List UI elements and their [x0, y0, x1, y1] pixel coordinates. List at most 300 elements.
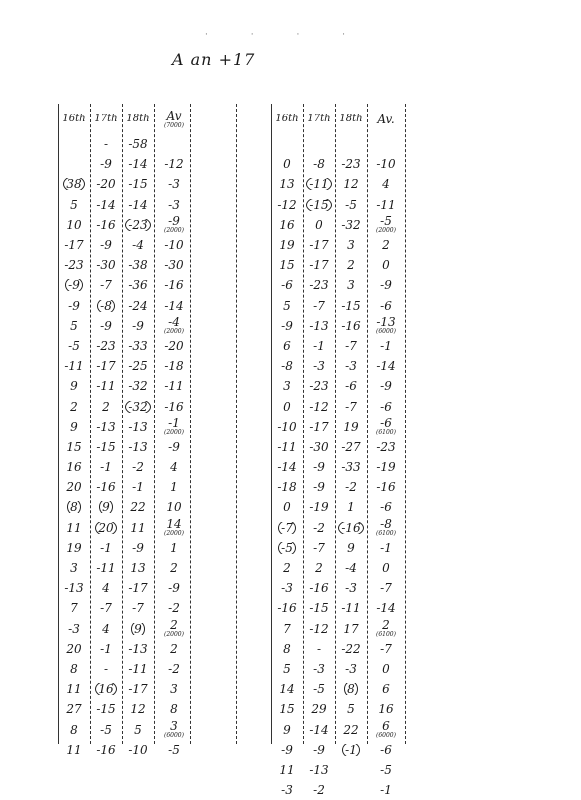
column-header [90, 114, 122, 124]
table-cell: -16 [277, 602, 297, 615]
table-row [58, 336, 194, 356]
table-cell: 6 (6000) [367, 720, 405, 739]
left-table-rule [58, 104, 59, 744]
table-cell: -9 [380, 380, 392, 393]
table-row [58, 497, 194, 517]
table-row [271, 195, 405, 215]
left-col-divider [190, 104, 191, 744]
table-cell: -1 [380, 784, 392, 797]
table-cell: -12 [309, 622, 329, 635]
table-cell: -1 (2000) [154, 417, 194, 436]
table-row [271, 699, 405, 719]
table-cell: -13 [64, 582, 84, 595]
table-cell: -13 [309, 763, 329, 776]
table-cell: -3 [345, 360, 357, 373]
table-cell: 5 [70, 319, 78, 332]
table-cell: -17 [309, 259, 329, 272]
table-cell: -6 (6100) [367, 417, 405, 436]
table-cell: 2 (6100) [367, 619, 405, 638]
circled-value: 8 [344, 683, 358, 695]
table-cell: -14 [277, 461, 297, 474]
table-cell: 7 [283, 622, 291, 635]
table-row [271, 639, 405, 659]
table-row [271, 477, 405, 497]
table-cell: -8 [281, 360, 293, 373]
table-cell: -19 [376, 461, 396, 474]
table-cell: -5 [313, 683, 325, 696]
table-cell [271, 542, 303, 554]
table-cell: 11 [66, 743, 82, 756]
table-cell [122, 219, 154, 231]
right-col-divider [335, 104, 336, 744]
table-cell: 2 [283, 562, 291, 575]
table-cell: -36 [128, 279, 148, 292]
table-cell: -9 [68, 299, 80, 312]
table-row [58, 195, 194, 215]
table-row [271, 719, 405, 739]
table-cell: 16 [279, 218, 295, 231]
table-cell [271, 522, 303, 534]
table-row [58, 296, 194, 316]
column-header-label: Av. [377, 113, 395, 125]
table-cell: 29 [311, 703, 327, 716]
row-subnote: (2000) [164, 227, 184, 235]
table-cell: 0 [382, 259, 390, 272]
circled-value: -11 [306, 178, 331, 190]
table-cell: -14 [96, 198, 116, 211]
table-cell: 15 [279, 703, 295, 716]
table-row [58, 396, 194, 416]
table-cell [335, 683, 367, 695]
table-cell: -9 [168, 582, 180, 595]
table-cell: -13 [128, 420, 148, 433]
table-cell [335, 744, 367, 756]
table-cell: -2 [345, 481, 357, 494]
table-cell: -15 [341, 299, 361, 312]
table-cell: -23 [309, 279, 329, 292]
table-cell: -9 [168, 440, 180, 453]
table-cell: -11 [277, 440, 297, 453]
circled-value: -16 [338, 522, 363, 534]
table-cell: -11 [164, 380, 184, 393]
column-header [154, 110, 194, 129]
table-cell: -22 [341, 642, 361, 655]
table-cell: 5 [283, 299, 291, 312]
table-cell: -33 [128, 339, 148, 352]
table-row [271, 679, 405, 699]
table-cell: 3 (6000) [154, 720, 194, 739]
table-cell: 9 [283, 723, 291, 736]
table-cell: 20 [66, 642, 82, 655]
table-cell: -6 [281, 279, 293, 292]
table-cell: -9 (2000) [154, 215, 194, 234]
left-col-divider [90, 104, 91, 744]
table-cell: 2 [315, 562, 323, 575]
left-col-divider [154, 104, 155, 744]
table-row [58, 437, 194, 457]
column-header [367, 113, 405, 125]
row-subnote: (2000) [164, 328, 184, 336]
table-row [58, 457, 194, 477]
table-cell: -6 [380, 743, 392, 756]
table-cell: -20 [96, 178, 116, 191]
header-row [271, 104, 405, 134]
table-cell: -11 [64, 360, 84, 373]
table-cell: -5 [68, 339, 80, 352]
table-cell: -5 [345, 198, 357, 211]
table-cell: 5 [347, 703, 355, 716]
table-cell: 3 [347, 239, 355, 252]
table-cell: -18 [164, 360, 184, 373]
table-row [271, 598, 405, 618]
right-col-divider [303, 104, 304, 744]
table-cell: -17 [96, 360, 116, 373]
table-cell: -1 [380, 339, 392, 352]
table-cell: - [316, 642, 322, 655]
table-cell: -14 [128, 198, 148, 211]
table-cell: -10 [376, 158, 396, 171]
table-cell: 8 [283, 642, 291, 655]
table-cell: -9 [281, 743, 293, 756]
table-row [58, 356, 194, 376]
table-cell: 4 [102, 582, 110, 595]
table-cell: 9 [347, 541, 355, 554]
circled-value: -9 [65, 279, 83, 291]
table-row [58, 518, 194, 538]
circled-value: 9 [131, 623, 145, 635]
table-cell: -5 (2000) [367, 215, 405, 234]
circled-value: 38 [63, 178, 84, 190]
table-cell: -7 [380, 582, 392, 595]
table-cell: -3 [68, 622, 80, 635]
table-cell: -11 [341, 602, 361, 615]
table-row [58, 659, 194, 679]
table-cell: -32 [341, 218, 361, 231]
table-cell [122, 401, 154, 413]
table-cell: -9 [100, 319, 112, 332]
table-cell: -17 [309, 420, 329, 433]
circled-value: 9 [99, 501, 113, 513]
table-cell: 0 [382, 662, 390, 675]
table-cell: -30 [96, 259, 116, 272]
table-cell: -2 [313, 521, 325, 534]
table-cell: -24 [128, 299, 148, 312]
table-cell: -17 [128, 683, 148, 696]
table-cell: -7 [100, 602, 112, 615]
table-cell: -23 [96, 339, 116, 352]
table-cell: -12 [164, 158, 184, 171]
table-cell: -16 [376, 481, 396, 494]
table-cell: -7 [345, 400, 357, 413]
table-cell: -1 [100, 541, 112, 554]
circled-value: -5 [278, 542, 296, 554]
table-cell: 14 [279, 683, 295, 696]
table-cell: -9 [132, 319, 144, 332]
table-row [58, 376, 194, 396]
table-cell: -14 [376, 602, 396, 615]
table-cell [58, 279, 90, 291]
table-cell: -13 [128, 642, 148, 655]
column-header [58, 114, 90, 124]
circled-value: -7 [278, 522, 296, 534]
table-cell [303, 199, 335, 211]
table-cell: -13 [128, 440, 148, 453]
table-cell: 8 [170, 703, 178, 716]
table-row [58, 134, 194, 154]
table-row [271, 619, 405, 639]
table-row [271, 538, 405, 558]
table-cell: -1 [100, 642, 112, 655]
column-header [303, 114, 335, 124]
table-row [271, 356, 405, 376]
table-cell: -23 [376, 440, 396, 453]
table-cell: -2 [168, 662, 180, 675]
table-cell: -7 [313, 299, 325, 312]
table-row [271, 396, 405, 416]
circled-value: 20 [95, 522, 116, 534]
table-row [271, 457, 405, 477]
table-cell: -3 [168, 178, 180, 191]
table-cell: -3 [345, 582, 357, 595]
table-cell [90, 300, 122, 312]
table-row [58, 740, 194, 760]
circled-value: -32 [125, 401, 150, 413]
table-row [58, 699, 194, 719]
table-cell: 13 [279, 178, 295, 191]
table-cell: -58 [128, 138, 148, 151]
row-subnote: (2000) [376, 227, 396, 235]
table-row [58, 578, 194, 598]
left-col-divider [122, 104, 123, 744]
table-cell [122, 623, 154, 635]
row-subnote: (2000) [164, 631, 184, 639]
table-cell: -20 [164, 339, 184, 352]
table-row [58, 538, 194, 558]
table-cell: -33 [341, 461, 361, 474]
table-cell: -5 [100, 723, 112, 736]
table-row [271, 437, 405, 457]
table-cell: -9 [281, 319, 293, 332]
table-cell: -4 [345, 562, 357, 575]
table-cell: -9 [313, 461, 325, 474]
table-cell: 11 [130, 521, 146, 534]
table-cell: 14 (2000) [154, 518, 194, 537]
table-cell: -6 [380, 400, 392, 413]
left-data-table [58, 104, 194, 760]
table-cell: -30 [164, 259, 184, 272]
table-row [58, 477, 194, 497]
page-title: A an +17 [172, 50, 256, 69]
row-subnote: (6100) [376, 530, 396, 538]
table-cell: -13 (6000) [367, 316, 405, 335]
table-cell: -23 [341, 158, 361, 171]
table-cell: -1 [313, 339, 325, 352]
table-row [58, 255, 194, 275]
table-cell: 5 [70, 198, 78, 211]
table-cell: -12 [309, 400, 329, 413]
scan-specks: · · · · [205, 30, 366, 40]
table-row [58, 417, 194, 437]
circled-value: 16 [95, 683, 116, 695]
table-cell: 5 [283, 662, 291, 675]
table-row [271, 518, 405, 538]
table-cell: -9 [132, 541, 144, 554]
circled-value: -8 [97, 300, 115, 312]
table-cell: -9 [313, 481, 325, 494]
table-row [271, 558, 405, 578]
table-row [271, 578, 405, 598]
table-cell [90, 522, 122, 534]
column-header-label: 18th [339, 114, 363, 124]
table-cell: 15 [279, 259, 295, 272]
column-header-label: 18th [126, 114, 150, 124]
right-data-table [271, 104, 405, 800]
right-col-divider [367, 104, 368, 744]
table-cell [58, 178, 90, 190]
table-cell: -1 [380, 541, 392, 554]
table-cell: 27 [66, 703, 82, 716]
table-cell: 3 [283, 380, 291, 393]
header-subnote: (7000) [164, 121, 184, 129]
table-cell: 17 [343, 622, 359, 635]
table-cell: 10 [166, 501, 182, 514]
table-cell: -4 (2000) [154, 316, 194, 335]
table-cell: -17 [64, 239, 84, 252]
table-cell: 10 [66, 218, 82, 231]
table-cell: 22 [130, 501, 146, 514]
table-cell: -17 [128, 582, 148, 595]
column-header-label: Av [166, 109, 182, 123]
table-cell: 0 [382, 562, 390, 575]
table-cell: -19 [309, 501, 329, 514]
table-row [58, 619, 194, 639]
column-header-label: 16th [62, 114, 86, 124]
table-cell: 19 [279, 239, 295, 252]
table-row [58, 719, 194, 739]
table-row [58, 679, 194, 699]
table-cell: -11 [376, 198, 396, 211]
right-col-divider [405, 104, 406, 744]
table-cell: -9 [380, 279, 392, 292]
table-cell: -16 [341, 319, 361, 332]
table-cell: -3 [281, 784, 293, 797]
table-cell: -18 [277, 481, 297, 494]
table-cell: -16 [96, 481, 116, 494]
table-row [58, 316, 194, 336]
table-cell: - [103, 662, 109, 675]
row-subnote: (2000) [164, 429, 184, 437]
table-cell: 11 [279, 763, 295, 776]
table-cell: 4 [102, 622, 110, 635]
table-cell: 3 [70, 562, 78, 575]
table-cell: -7 [100, 279, 112, 292]
table-cell: -9 [313, 743, 325, 756]
table-cell: -27 [341, 440, 361, 453]
table-cell: -3 [313, 662, 325, 675]
table-cell: 19 [66, 541, 82, 554]
table-cell: -15 [309, 602, 329, 615]
table-cell: 4 [382, 178, 390, 191]
column-header [271, 114, 303, 124]
table-cell: -38 [128, 259, 148, 272]
table-row [271, 134, 405, 154]
table-row [58, 598, 194, 618]
table-cell: 0 [315, 218, 323, 231]
table-row [58, 174, 194, 194]
table-cell: 16 [378, 703, 394, 716]
row-subnote: (6100) [376, 631, 396, 639]
table-cell: 1 [170, 541, 178, 554]
table-cell: 6 [382, 683, 390, 696]
table-cell: 2 [102, 400, 110, 413]
table-cell: -16 [164, 400, 184, 413]
table-cell: -32 [128, 380, 148, 393]
row-subnote: (6000) [376, 328, 396, 336]
table-row [271, 417, 405, 437]
table-row [271, 316, 405, 336]
table-cell: -14 [376, 360, 396, 373]
table-cell: -4 [132, 239, 144, 252]
table-cell: 8 [70, 662, 78, 675]
table-cell: 11 [66, 521, 82, 534]
table-cell: -7 [313, 541, 325, 554]
table-cell: -3 [168, 198, 180, 211]
table-row [271, 376, 405, 396]
table-cell: -8 [313, 158, 325, 171]
table-cell: -16 [309, 582, 329, 595]
table-cell: 15 [66, 440, 82, 453]
table-cell: -11 [96, 380, 116, 393]
table-cell: 2 (2000) [154, 619, 194, 638]
table-cell: -14 [309, 723, 329, 736]
table-cell: -1 [132, 481, 144, 494]
table-cell: -5 [380, 763, 392, 776]
table-cell [58, 501, 90, 513]
table-row [58, 275, 194, 295]
table-row [271, 659, 405, 679]
table-cell: 12 [343, 178, 359, 191]
row-subnote: (6100) [376, 429, 396, 437]
table-row [271, 780, 405, 800]
header-row [58, 104, 194, 134]
column-header [122, 114, 154, 124]
table-cell: 3 [170, 683, 178, 696]
right-table-rule [271, 104, 272, 744]
table-cell: - [103, 138, 109, 151]
table-cell: 6 [283, 339, 291, 352]
circled-value: -1 [342, 744, 360, 756]
table-cell: -2 [313, 784, 325, 797]
table-cell: -3 [281, 582, 293, 595]
table-cell: -15 [128, 178, 148, 191]
table-cell: -14 [128, 158, 148, 171]
table-cell: -23 [309, 380, 329, 393]
table-cell: -11 [96, 562, 116, 575]
table-cell: 1 [347, 501, 355, 514]
row-subnote: (6000) [376, 732, 396, 740]
table-cell: -13 [96, 420, 116, 433]
table-cell: -7 [132, 602, 144, 615]
table-cell: -9 [100, 158, 112, 171]
table-cell: -2 [168, 602, 180, 615]
table-cell: -3 [345, 662, 357, 675]
table-cell: -15 [96, 703, 116, 716]
table-row [271, 235, 405, 255]
table-cell: -15 [96, 440, 116, 453]
table-cell: 2 [70, 400, 78, 413]
table-cell [303, 178, 335, 190]
table-cell: -6 [345, 380, 357, 393]
